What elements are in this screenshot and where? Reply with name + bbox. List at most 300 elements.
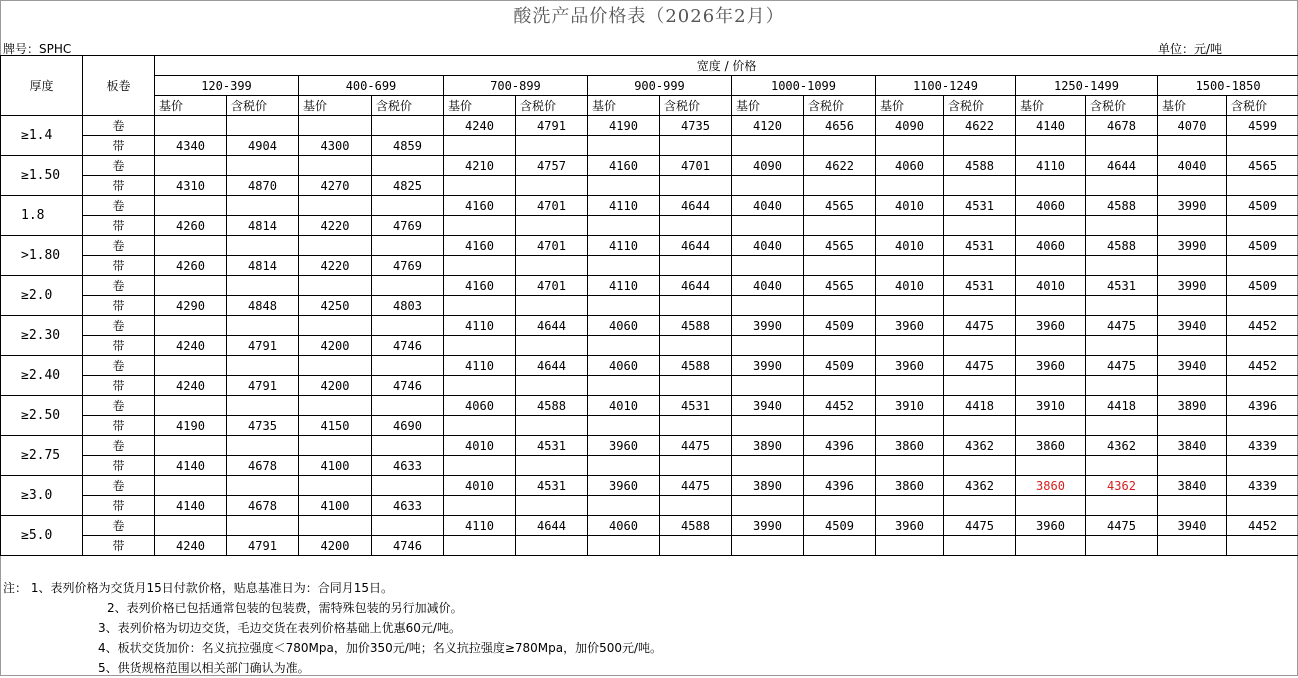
price-cell: 4565 xyxy=(804,276,876,296)
price-cell: 4060 xyxy=(1016,236,1086,256)
price-cell: 4060 xyxy=(588,516,660,536)
price-cell xyxy=(1158,296,1227,316)
price-cell: 4588 xyxy=(944,156,1016,176)
strip-label: 带 xyxy=(83,216,155,236)
price-cell: 4100 xyxy=(299,456,372,476)
price-cell: 4010 xyxy=(588,396,660,416)
price-cell xyxy=(1016,416,1086,436)
price-cell xyxy=(876,536,944,556)
price-cell: 3860 xyxy=(876,476,944,496)
price-cell: 4396 xyxy=(804,476,876,496)
price-cell xyxy=(299,116,372,136)
price-cell xyxy=(227,436,299,456)
price-cell: 3840 xyxy=(1158,476,1227,496)
price-cell: 4475 xyxy=(1086,356,1158,376)
price-cell xyxy=(155,476,227,496)
coil-label: 卷 xyxy=(83,396,155,416)
price-cell: 4644 xyxy=(660,196,732,216)
tax-price-header: 含税价 xyxy=(372,96,444,116)
thickness-cell: ≥2.40 xyxy=(1,356,83,396)
price-cell: 4010 xyxy=(1016,276,1086,296)
price-cell xyxy=(444,416,516,436)
price-cell: 3860 xyxy=(1016,476,1086,496)
price-cell: 4870 xyxy=(227,176,299,196)
price-cell xyxy=(1227,136,1298,156)
price-cell xyxy=(588,216,660,236)
price-cell xyxy=(876,216,944,236)
price-cell xyxy=(876,336,944,356)
price-cell xyxy=(588,416,660,436)
table-row xyxy=(1,416,1298,436)
price-cell xyxy=(299,316,372,336)
price-cell xyxy=(444,176,516,196)
price-cell xyxy=(516,296,588,316)
price-cell: 4010 xyxy=(876,196,944,216)
price-cell xyxy=(1016,256,1086,276)
price-cell xyxy=(1016,496,1086,516)
price-cell xyxy=(1016,456,1086,476)
price-cell xyxy=(660,456,732,476)
price-cell xyxy=(372,516,444,536)
price-cell: 4200 xyxy=(299,536,372,556)
price-cell xyxy=(1227,536,1298,556)
base-price-header: 基价 xyxy=(444,96,516,116)
price-cell xyxy=(227,276,299,296)
price-cell: 3960 xyxy=(876,316,944,336)
price-cell xyxy=(516,536,588,556)
price-cell: 3940 xyxy=(1158,356,1227,376)
price-cell: 4475 xyxy=(660,436,732,456)
price-cell: 4418 xyxy=(944,396,1016,416)
price-cell xyxy=(944,296,1016,316)
price-cell xyxy=(516,496,588,516)
price-cell: 4060 xyxy=(588,316,660,336)
price-cell xyxy=(660,176,732,196)
coil-label: 卷 xyxy=(83,116,155,136)
price-cell: 4190 xyxy=(588,116,660,136)
price-cell xyxy=(944,136,1016,156)
price-cell: 4475 xyxy=(1086,316,1158,336)
unit-label: 单位：元/吨 xyxy=(1158,40,1222,57)
price-cell xyxy=(804,456,876,476)
price-cell: 4160 xyxy=(444,276,516,296)
price-cell xyxy=(1016,296,1086,316)
price-cell xyxy=(804,416,876,436)
price-cell xyxy=(444,456,516,476)
price-cell: 4701 xyxy=(516,276,588,296)
price-cell: 3990 xyxy=(732,316,804,336)
tax-price-header: 含税价 xyxy=(516,96,588,116)
price-cell: 4010 xyxy=(876,276,944,296)
price-cell: 4396 xyxy=(804,436,876,456)
price-cell: 3990 xyxy=(1158,276,1227,296)
price-cell xyxy=(732,136,804,156)
coil-label: 卷 xyxy=(83,156,155,176)
width-range-header: 1500-1850 xyxy=(1158,76,1298,96)
price-cell: 3960 xyxy=(588,436,660,456)
price-cell xyxy=(588,136,660,156)
strip-label: 带 xyxy=(83,376,155,396)
price-cell xyxy=(372,316,444,336)
price-cell xyxy=(588,376,660,396)
price-cell: 4904 xyxy=(227,136,299,156)
price-cell xyxy=(299,196,372,216)
price-cell: 4220 xyxy=(299,256,372,276)
price-cell xyxy=(227,476,299,496)
coil-label: 卷 xyxy=(83,196,155,216)
price-cell: 4240 xyxy=(155,376,227,396)
price-cell xyxy=(732,416,804,436)
price-cell: 4791 xyxy=(227,536,299,556)
base-price-header: 基价 xyxy=(1158,96,1227,116)
price-cell: 3890 xyxy=(732,476,804,496)
table-row xyxy=(1,316,1298,336)
price-cell: 4531 xyxy=(660,396,732,416)
price-cell xyxy=(1227,456,1298,476)
price-cell: 3910 xyxy=(876,396,944,416)
price-cell xyxy=(155,396,227,416)
price-cell xyxy=(299,436,372,456)
price-cell xyxy=(944,536,1016,556)
table-row xyxy=(1,516,1298,536)
price-cell: 4757 xyxy=(516,156,588,176)
price-cell xyxy=(1086,136,1158,156)
strip-label: 带 xyxy=(83,416,155,436)
price-cell xyxy=(1086,336,1158,356)
price-cell xyxy=(660,496,732,516)
price-cell xyxy=(227,116,299,136)
price-cell xyxy=(372,436,444,456)
base-price-header: 基价 xyxy=(732,96,804,116)
price-cell xyxy=(1158,256,1227,276)
price-cell: 3940 xyxy=(1158,316,1227,336)
price-cell xyxy=(155,436,227,456)
price-cell: 4531 xyxy=(516,476,588,496)
price-cell xyxy=(1227,296,1298,316)
price-cell xyxy=(732,216,804,236)
price-cell: 4270 xyxy=(299,176,372,196)
price-cell: 4644 xyxy=(1086,156,1158,176)
width-range-header: 1250-1499 xyxy=(1016,76,1158,96)
price-cell: 4110 xyxy=(588,196,660,216)
price-cell xyxy=(944,176,1016,196)
price-cell: 4060 xyxy=(444,396,516,416)
price-cell: 4396 xyxy=(1227,396,1298,416)
strip-label: 带 xyxy=(83,496,155,516)
price-cell: 3990 xyxy=(732,356,804,376)
price-cell: 4633 xyxy=(372,496,444,516)
strip-label: 带 xyxy=(83,536,155,556)
price-cell xyxy=(588,296,660,316)
price-cell xyxy=(1086,376,1158,396)
price-cell: 4140 xyxy=(155,496,227,516)
table-row xyxy=(1,476,1298,496)
price-cell xyxy=(588,496,660,516)
price-cell xyxy=(588,456,660,476)
price-cell: 4814 xyxy=(227,256,299,276)
price-cell xyxy=(155,356,227,376)
price-cell xyxy=(1158,376,1227,396)
price-cell xyxy=(944,216,1016,236)
price-cell xyxy=(1016,216,1086,236)
strip-label: 带 xyxy=(83,456,155,476)
price-cell xyxy=(660,136,732,156)
coil-label: 卷 xyxy=(83,276,155,296)
price-cell: 4791 xyxy=(227,376,299,396)
price-cell xyxy=(372,276,444,296)
price-cell xyxy=(227,516,299,536)
price-cell: 4220 xyxy=(299,216,372,236)
table-row xyxy=(1,116,1298,136)
price-cell xyxy=(1158,176,1227,196)
price-cell xyxy=(944,456,1016,476)
price-cell: 4588 xyxy=(660,516,732,536)
price-cell: 4070 xyxy=(1158,116,1227,136)
price-cell xyxy=(227,196,299,216)
price-cell xyxy=(299,396,372,416)
header-row-1 xyxy=(1,56,1298,76)
base-price-header: 基价 xyxy=(299,96,372,116)
price-cell xyxy=(588,176,660,196)
price-cell xyxy=(732,256,804,276)
price-cell xyxy=(227,236,299,256)
base-price-header: 基价 xyxy=(876,96,944,116)
tax-price-header: 含税价 xyxy=(227,96,299,116)
price-cell: 4678 xyxy=(227,456,299,476)
price-cell: 3990 xyxy=(1158,196,1227,216)
price-cell: 4110 xyxy=(1016,156,1086,176)
price-cell: 3860 xyxy=(1016,436,1086,456)
price-cell xyxy=(660,416,732,436)
price-cell xyxy=(732,296,804,316)
price-cell: 4531 xyxy=(1086,276,1158,296)
price-cell: 4120 xyxy=(732,116,804,136)
table-row xyxy=(1,276,1298,296)
tax-price-header: 含税价 xyxy=(660,96,732,116)
price-cell: 4110 xyxy=(444,516,516,536)
price-cell: 4362 xyxy=(1086,436,1158,456)
price-cell: 4040 xyxy=(732,236,804,256)
price-cell xyxy=(1086,176,1158,196)
price-cell: 3960 xyxy=(876,356,944,376)
price-cell: 4509 xyxy=(804,516,876,536)
price-cell: 4531 xyxy=(516,436,588,456)
price-cell: 3940 xyxy=(1158,516,1227,536)
price-cell xyxy=(804,256,876,276)
price-cell xyxy=(732,336,804,356)
price-cell xyxy=(1227,336,1298,356)
price-cell: 4644 xyxy=(516,356,588,376)
price-cell xyxy=(732,456,804,476)
price-cell: 4746 xyxy=(372,376,444,396)
table-row xyxy=(1,196,1298,216)
price-cell: 4859 xyxy=(372,136,444,156)
price-cell: 3960 xyxy=(876,516,944,536)
price-cell xyxy=(299,356,372,376)
price-cell: 4110 xyxy=(588,236,660,256)
table-row xyxy=(1,256,1298,276)
base-price-header: 基价 xyxy=(155,96,227,116)
price-cell xyxy=(944,376,1016,396)
price-cell: 4060 xyxy=(1016,196,1086,216)
price-cell: 4160 xyxy=(444,196,516,216)
price-cell xyxy=(660,256,732,276)
price-cell: 4452 xyxy=(1227,516,1298,536)
strip-label: 带 xyxy=(83,176,155,196)
header-row-widths xyxy=(1,76,1298,96)
table-row xyxy=(1,436,1298,456)
price-cell: 4339 xyxy=(1227,476,1298,496)
price-cell: 4210 xyxy=(444,156,516,176)
price-cell: 4260 xyxy=(155,256,227,276)
price-cell: 4622 xyxy=(944,116,1016,136)
price-cell: 4509 xyxy=(804,316,876,336)
price-cell: 4588 xyxy=(1086,196,1158,216)
thickness-cell: >1.80 xyxy=(1,236,83,276)
price-cell: 4240 xyxy=(155,536,227,556)
price-cell xyxy=(660,376,732,396)
price-cell: 4362 xyxy=(1086,476,1158,496)
price-cell xyxy=(876,496,944,516)
price-cell xyxy=(516,136,588,156)
price-cell: 4362 xyxy=(944,476,1016,496)
price-cell: 4140 xyxy=(1016,116,1086,136)
price-cell: 4701 xyxy=(516,196,588,216)
price-cell xyxy=(516,216,588,236)
price-cell xyxy=(372,196,444,216)
price-cell xyxy=(1227,176,1298,196)
price-cell: 3860 xyxy=(876,436,944,456)
price-cell xyxy=(660,296,732,316)
width-range-header: 700-899 xyxy=(444,76,588,96)
price-cell: 4509 xyxy=(804,356,876,376)
price-cell: 4090 xyxy=(876,116,944,136)
coil-label: 卷 xyxy=(83,476,155,496)
price-cell: 4160 xyxy=(588,156,660,176)
price-cell: 4509 xyxy=(1227,196,1298,216)
price-cell: 4599 xyxy=(1227,116,1298,136)
tax-price-header: 含税价 xyxy=(1227,96,1298,116)
price-cell xyxy=(444,256,516,276)
price-cell: 4531 xyxy=(944,196,1016,216)
width-range-header: 120-399 xyxy=(155,76,299,96)
price-cell xyxy=(372,356,444,376)
price-cell: 4040 xyxy=(1158,156,1227,176)
table-row xyxy=(1,456,1298,476)
price-cell: 4090 xyxy=(732,156,804,176)
price-cell: 4791 xyxy=(227,336,299,356)
price-cell: 4746 xyxy=(372,536,444,556)
price-cell xyxy=(1086,536,1158,556)
price-cell: 3940 xyxy=(732,396,804,416)
price-cell: 4814 xyxy=(227,216,299,236)
table-row xyxy=(1,136,1298,156)
price-cell: 4110 xyxy=(444,356,516,376)
price-cell: 4240 xyxy=(155,336,227,356)
price-cell xyxy=(444,296,516,316)
price-cell xyxy=(1086,456,1158,476)
price-cell xyxy=(1158,456,1227,476)
price-cell xyxy=(1227,496,1298,516)
thickness-cell: 1.8 xyxy=(1,196,83,236)
price-cell: 4010 xyxy=(876,236,944,256)
price-cell xyxy=(588,336,660,356)
price-cell: 3960 xyxy=(1016,356,1086,376)
tax-price-header: 含税价 xyxy=(944,96,1016,116)
price-cell: 4690 xyxy=(372,416,444,436)
price-cell xyxy=(299,276,372,296)
table-row xyxy=(1,296,1298,316)
coil-label: 卷 xyxy=(83,356,155,376)
price-cell: 3890 xyxy=(732,436,804,456)
price-cell xyxy=(372,236,444,256)
price-cell xyxy=(1086,496,1158,516)
price-cell: 4848 xyxy=(227,296,299,316)
page-title: 酸洗产品价格表（2026年2月） xyxy=(0,2,1298,28)
price-cell: 4531 xyxy=(944,236,1016,256)
price-cell: 4644 xyxy=(660,236,732,256)
price-cell: 4565 xyxy=(804,196,876,216)
price-cell xyxy=(588,536,660,556)
price-cell xyxy=(155,236,227,256)
price-cell xyxy=(1016,176,1086,196)
price-cell: 3960 xyxy=(1016,316,1086,336)
note-4: 4、板状交货加价：名义抗拉强度＜780Mpa，加价350元/吨；名义抗拉强度≥780Mpa，加价500元/吨。 xyxy=(3,638,662,658)
price-cell xyxy=(444,336,516,356)
price-cell xyxy=(155,156,227,176)
price-cell xyxy=(444,136,516,156)
price-cell xyxy=(1086,296,1158,316)
table-row xyxy=(1,356,1298,376)
price-cell xyxy=(804,336,876,356)
price-cell: 4010 xyxy=(444,476,516,496)
price-cell xyxy=(944,256,1016,276)
price-cell: 4644 xyxy=(516,516,588,536)
price-cell: 4362 xyxy=(944,436,1016,456)
thickness-cell: ≥2.0 xyxy=(1,276,83,316)
price-cell: 4791 xyxy=(516,116,588,136)
price-cell: 4531 xyxy=(944,276,1016,296)
base-price-header: 基价 xyxy=(1016,96,1086,116)
strip-label: 带 xyxy=(83,336,155,356)
price-cell xyxy=(372,116,444,136)
strip-label: 带 xyxy=(83,256,155,276)
price-cell xyxy=(732,176,804,196)
price-cell: 4565 xyxy=(1227,156,1298,176)
price-cell: 4678 xyxy=(1086,116,1158,136)
price-cell: 4250 xyxy=(299,296,372,316)
price-cell xyxy=(372,396,444,416)
thickness-cell: ≥1.4 xyxy=(1,116,83,156)
price-cell xyxy=(1086,216,1158,236)
price-cell: 4656 xyxy=(804,116,876,136)
price-cell xyxy=(732,496,804,516)
price-cell xyxy=(660,216,732,236)
price-cell xyxy=(155,116,227,136)
price-cell xyxy=(1016,136,1086,156)
base-price-header: 基价 xyxy=(588,96,660,116)
thickness-cell: ≥1.50 xyxy=(1,156,83,196)
price-cell: 4200 xyxy=(299,376,372,396)
price-cell xyxy=(155,196,227,216)
price-cell xyxy=(516,376,588,396)
price-cell: 4644 xyxy=(660,276,732,296)
form-header: 板卷 xyxy=(83,56,155,116)
note-3: 3、表列价格为切边交货，毛边交货在表列价格基础上优惠60元/吨。 xyxy=(3,618,662,638)
price-cell: 4452 xyxy=(804,396,876,416)
price-cell xyxy=(1158,216,1227,236)
price-cell xyxy=(1158,336,1227,356)
